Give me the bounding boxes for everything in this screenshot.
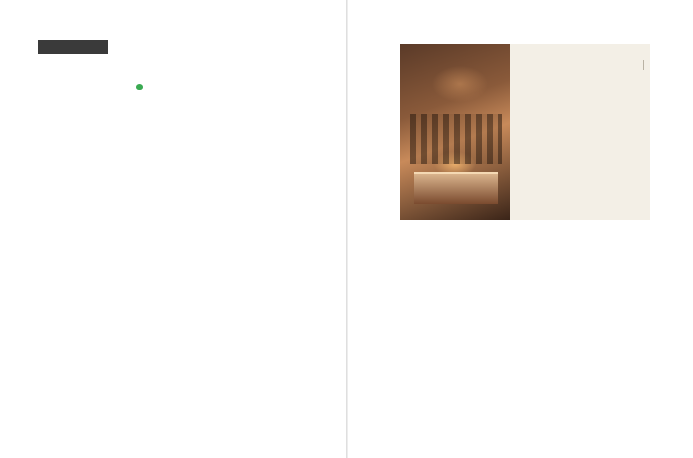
points-heading xyxy=(38,198,108,204)
column-paragraph xyxy=(400,268,520,278)
sidebar-list-item xyxy=(38,241,108,248)
sidebar-list-item xyxy=(38,180,108,187)
end-mark-icon xyxy=(136,84,143,90)
sidebar-summary xyxy=(38,40,108,269)
sidebar-list-item xyxy=(38,227,108,234)
column-paragraph xyxy=(400,254,520,264)
feature-deck xyxy=(516,76,644,81)
sidebar-list-item xyxy=(38,96,108,103)
sidebar-list-item xyxy=(38,173,108,180)
feature-kicker xyxy=(516,52,644,58)
sidebar-list-item xyxy=(38,75,108,82)
feature-text xyxy=(516,52,644,113)
sidebar-list-item xyxy=(38,110,108,117)
feature-box xyxy=(400,44,650,220)
photo-crowd xyxy=(410,114,502,164)
sidebar-list-item xyxy=(38,68,108,75)
sidebar-list-item xyxy=(38,145,108,152)
sidebar-list-item xyxy=(38,255,108,262)
article-column-a xyxy=(400,240,520,282)
sidebar-list-item xyxy=(38,117,108,124)
column-paragraph xyxy=(532,282,652,292)
kicker-rule xyxy=(643,60,644,70)
sidebar-list-item xyxy=(38,124,108,131)
sidebar-list-item xyxy=(38,82,108,89)
points-list xyxy=(38,206,108,269)
sidebar-list-item xyxy=(38,138,108,145)
column-paragraph xyxy=(532,268,652,278)
summary-heading xyxy=(38,60,108,66)
sidebar-list-item xyxy=(38,166,108,173)
sidebar-header-bar xyxy=(38,40,108,54)
column-paragraph xyxy=(532,240,652,250)
market-photo-icon xyxy=(400,44,510,220)
sidebar-list-item xyxy=(38,187,108,194)
summary-list xyxy=(38,68,108,194)
photo-stall xyxy=(414,172,498,204)
sidebar-list-item xyxy=(38,89,108,96)
sidebar-list-item xyxy=(38,213,108,220)
article-column-b xyxy=(532,240,652,296)
body-paragraph xyxy=(134,54,296,65)
sidebar-list-item xyxy=(38,206,108,213)
body-paragraph xyxy=(134,40,296,51)
sidebar-list-item xyxy=(38,152,108,159)
feature-headline xyxy=(516,85,644,113)
article-body-left xyxy=(134,40,296,96)
sidebar-list-item xyxy=(38,103,108,110)
sidebar-list-item xyxy=(38,220,108,227)
page-gutter xyxy=(346,0,348,458)
body-paragraph-last xyxy=(134,82,296,93)
sidebar-list-item xyxy=(38,248,108,255)
sidebar-list-item xyxy=(38,159,108,166)
sidebar-list-item xyxy=(38,131,108,138)
sidebar-list-item xyxy=(38,262,108,269)
sidebar-list-item xyxy=(38,234,108,241)
column-paragraph xyxy=(400,240,520,250)
body-paragraph xyxy=(134,68,296,79)
column-paragraph xyxy=(532,254,652,264)
